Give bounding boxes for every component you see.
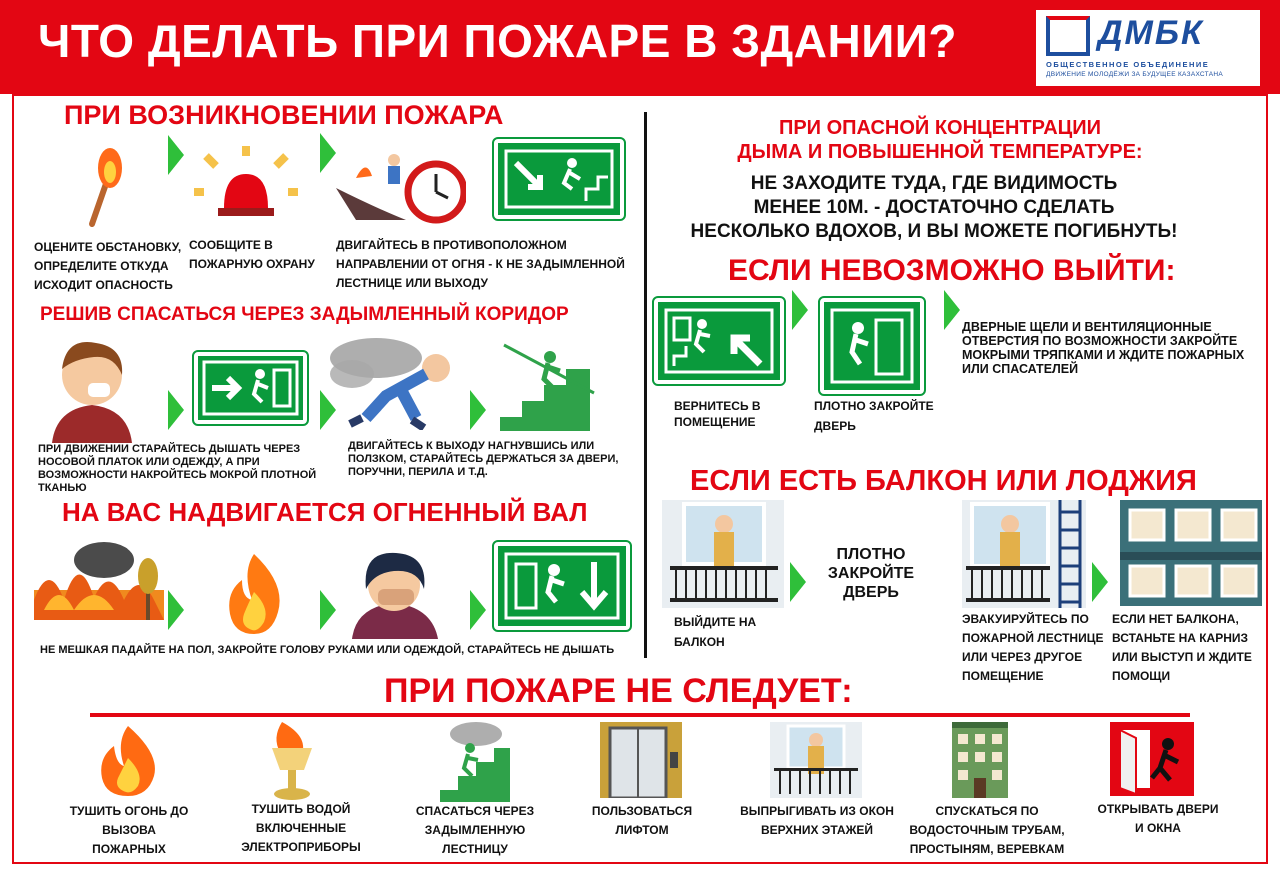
person-covering-nose-icon — [40, 325, 144, 443]
dont-jump-window-icon — [770, 722, 862, 798]
caption-crawl-exit: ДВИГАЙТЕСЬ К ВЫХОДУ НАГНУВШИСЬ ИЛИ ПОЛЗКОМ, СТАРАЙТЕСЬ ДЕРЖАТЬСЯ ЗА ДВЕРИ, ПОРУЧНИ, ПЕРИЛА И Т.Д. — [348, 440, 619, 478]
caption-ledge-wait: ЕСЛИ НЕТ БАЛКОНА, ВСТАНЬТЕ НА КАРНИЗ ИЛИ ВЫСТУП И ЖДИТЕ ПОМОЩИ — [1112, 612, 1252, 683]
smoke-warning-line2: МЕНЕЕ 10М. - ДОСТАТОЧНО СДЕЛАТЬ — [753, 197, 1115, 218]
step-arrow-icon — [320, 133, 336, 173]
step-arrow-icon — [470, 390, 486, 430]
smoke-warning-line3: НЕСКОЛЬКО ВДОХОВ, И ВЫ МОЖЕТЕ ПОГИБНУТЬ! — [690, 221, 1178, 242]
return-room-sign-icon — [654, 298, 784, 384]
step-arrow-icon — [944, 290, 960, 330]
section-fire-start-title: ПРИ ВОЗНИКНОВЕНИИ ПОЖАРА — [64, 100, 504, 130]
person-on-balcony-icon — [662, 500, 784, 608]
step-arrow-icon — [320, 590, 336, 630]
section-no-exit-title: ЕСЛИ НЕВОЗМОЖНО ВЫЙТИ: — [728, 254, 1176, 287]
section-smoke-title — [700, 116, 1180, 164]
exit-stairs-down-sign-icon — [494, 139, 624, 219]
caption-close-door: ПЛОТНО ЗАКРОЙТЕ ДВЕРЬ — [814, 399, 934, 433]
logo-mark-icon — [1046, 16, 1090, 56]
step-arrow-icon — [168, 135, 184, 175]
step-arrow-icon — [470, 590, 486, 630]
close-door-sign-icon — [820, 298, 924, 394]
dont-caption-4: ПОЛЬЗОВАТЬСЯ ЛИФТОМ — [591, 804, 693, 837]
smoke-warning-text — [654, 172, 1214, 244]
dont-drainpipe-building-icon — [948, 722, 1012, 798]
dont-elevator-icon — [600, 722, 682, 798]
running-from-fire-icon — [336, 148, 466, 226]
section-donts-title: ПРИ ПОЖАРЕ НЕ СЛЕДУЕТ: — [384, 672, 853, 710]
caption-evacuate-ladder: ЭВАКУИРУЙТЕСЬ ПО ПОЖАРНОЙ ЛЕСТНИЦЕ ИЛИ ЧЕРЕЗ ДРУГОЕ ПОМЕЩЕНИЕ — [962, 612, 1104, 683]
donts-divider — [90, 713, 1190, 717]
alarm-siren-icon — [194, 146, 298, 218]
caption-move-away: ДВИГАЙТЕСЬ В ПРОТИВОПОЛОЖНОМ НАПРАВЛЕНИИ ОТ ОГНЯ - К НЕ ЗАДЫМЛЕННОЙ ЛЕСТНИЦЕ ИЛИ ВЫХОДУ — [336, 238, 625, 290]
dont-smoky-stairs-icon — [436, 720, 512, 802]
dont-electrical-fire-icon — [262, 720, 322, 802]
section-smoke-title-line2: ДЫМА И ПОВЫШЕННОЙ ТЕМПЕРАТУРЕ: — [737, 141, 1143, 163]
section-balcony-title: ЕСЛИ ЕСТЬ БАЛКОН ИЛИ ЛОДЖИЯ — [690, 465, 1197, 497]
caption-assess: ОЦЕНИТЕ ОБСТАНОВКУ, ОПРЕДЕЛИТЕ ОТКУДА ИСХОДИТ ОПАСНОСТЬ — [34, 240, 182, 292]
logo-tagline: ДВИЖЕНИЕ МОЛОДЁЖИ ЗА БУДУЩЕЕ КАЗАХСТАНА — [1046, 71, 1223, 78]
section-smoky-corridor-title: РЕШИВ СПАСАТЬСЯ ЧЕРЕЗ ЗАДЫМЛЕННЫЙ КОРИДОР — [40, 304, 569, 325]
step-arrow-icon — [792, 290, 808, 330]
balcony-fire-ladder-icon — [962, 500, 1086, 608]
dont-caption-3: СПАСАТЬСЯ ЧЕРЕЗ ЗАДЫМЛЕННУЮ ЛЕСТНИЦУ — [415, 804, 535, 856]
caption-seal-gaps: ДВЕРНЫЕ ЩЕЛИ И ВЕНТИЛЯЦИОННЫЕ ОТВЕРСТИЯ ПО ВОЗМОЖНОСТИ ЗАКРОЙТЕ МОКРЫМИ ТРЯПКАМИ И ЖДИТЕ ПОЖАРНЫХ ИЛИ СПАСАТЕЛЕЙ — [962, 320, 1245, 376]
dont-open-door-icon — [1110, 722, 1194, 796]
close-door-emphasis: ПЛОТНО ЗАКРОЙТЕ ДВЕРЬ — [827, 546, 915, 601]
exit-right-sign-icon — [194, 352, 307, 424]
person-covering-head-icon — [348, 545, 442, 639]
caption-return-room: ВЕРНИТЕСЬ В ПОМЕЩЕНИЕ — [674, 399, 761, 429]
caption-drop-floor: НЕ МЕШКАЯ ПАДАЙТЕ НА ПОЛ, ЗАКРОЙТЕ ГОЛОВУ РУКАМИ ИЛИ ОДЕЖДОЙ, СТАРАЙТЕСЬ НЕ ДЫШАТЬ — [40, 644, 615, 656]
title-banner — [0, 0, 1280, 94]
caption-breathe-cloth: ПРИ ДВИЖЕНИИ СТАРАЙТЕСЬ ДЫШАТЬ ЧЕРЕЗ НОСОВОЙ ПЛАТОК ИЛИ ОДЕЖДУ, А ПРИ ВОЗМОЖНОСТИ НАКРОЙТЕСЬ МОКРОЙ ПЛОТНОЙ ТКАНЬЮ — [38, 443, 317, 494]
caption-call-fire: СООБЩИТЕ В ПОЖАРНУЮ ОХРАНУ — [189, 238, 315, 271]
flame-icon — [220, 552, 288, 636]
building-ledge-icon — [1120, 500, 1262, 606]
crawling-person-smoke-icon — [326, 334, 458, 430]
dont-caption-2: ТУШИТЬ ВОДОЙ ВКЛЮЧЕННЫЕ ЭЛЕКТРОПРИБОРЫ — [241, 802, 361, 854]
section-fire-wave-title: НА ВАС НАДВИГАЕТСЯ ОГНЕННЫЙ ВАЛ — [62, 497, 588, 527]
match-icon — [78, 138, 128, 230]
column-divider — [644, 112, 647, 658]
dont-caption-5: ВЫПРЫГИВАТЬ ИЗ ОКОН ВЕРХНИХ ЭТАЖЕЙ — [740, 804, 894, 837]
dont-caption-1: ТУШИТЬ ОГОНЬ ДО ВЫЗОВА ПОЖАРНЫХ — [69, 804, 189, 856]
forest-fire-icon — [34, 540, 164, 620]
dont-caption-7: ОТКРЫВАТЬ ДВЕРИ И ОКНА — [1097, 802, 1219, 835]
page-title: ЧТО ДЕЛАТЬ ПРИ ПОЖАРЕ В ЗДАНИИ? — [38, 15, 957, 67]
exit-down-sign-icon — [494, 542, 630, 630]
dmbk-logo — [1036, 10, 1260, 86]
step-arrow-icon — [168, 390, 184, 430]
caption-go-balcony: ВЫЙДИТЕ НА БАЛКОН — [674, 615, 757, 649]
smoke-warning-line1: НЕ ЗАХОДИТЕ ТУДА, ГДЕ ВИДИМОСТЬ — [750, 173, 1118, 194]
dont-fire-icon — [94, 724, 162, 796]
stairs-handrail-icon — [494, 343, 598, 431]
step-arrow-icon — [1092, 562, 1108, 602]
section-smoke-title-line1: ПРИ ОПАСНОЙ КОНЦЕНТРАЦИИ — [778, 117, 1102, 139]
step-arrow-icon — [790, 562, 806, 602]
logo-name: ДМБК — [1098, 14, 1204, 52]
dont-caption-6: СПУСКАТЬСЯ ПО ВОДОСТОЧНЫМ ТРУБАМ, ПРОСТЫНЯМ, ВЕРЕВКАМ — [909, 804, 1065, 856]
step-arrow-icon — [168, 590, 184, 630]
logo-subtitle: ОБЩЕСТВЕННОЕ ОБЪЕДИНЕНИЕ — [1046, 60, 1210, 69]
